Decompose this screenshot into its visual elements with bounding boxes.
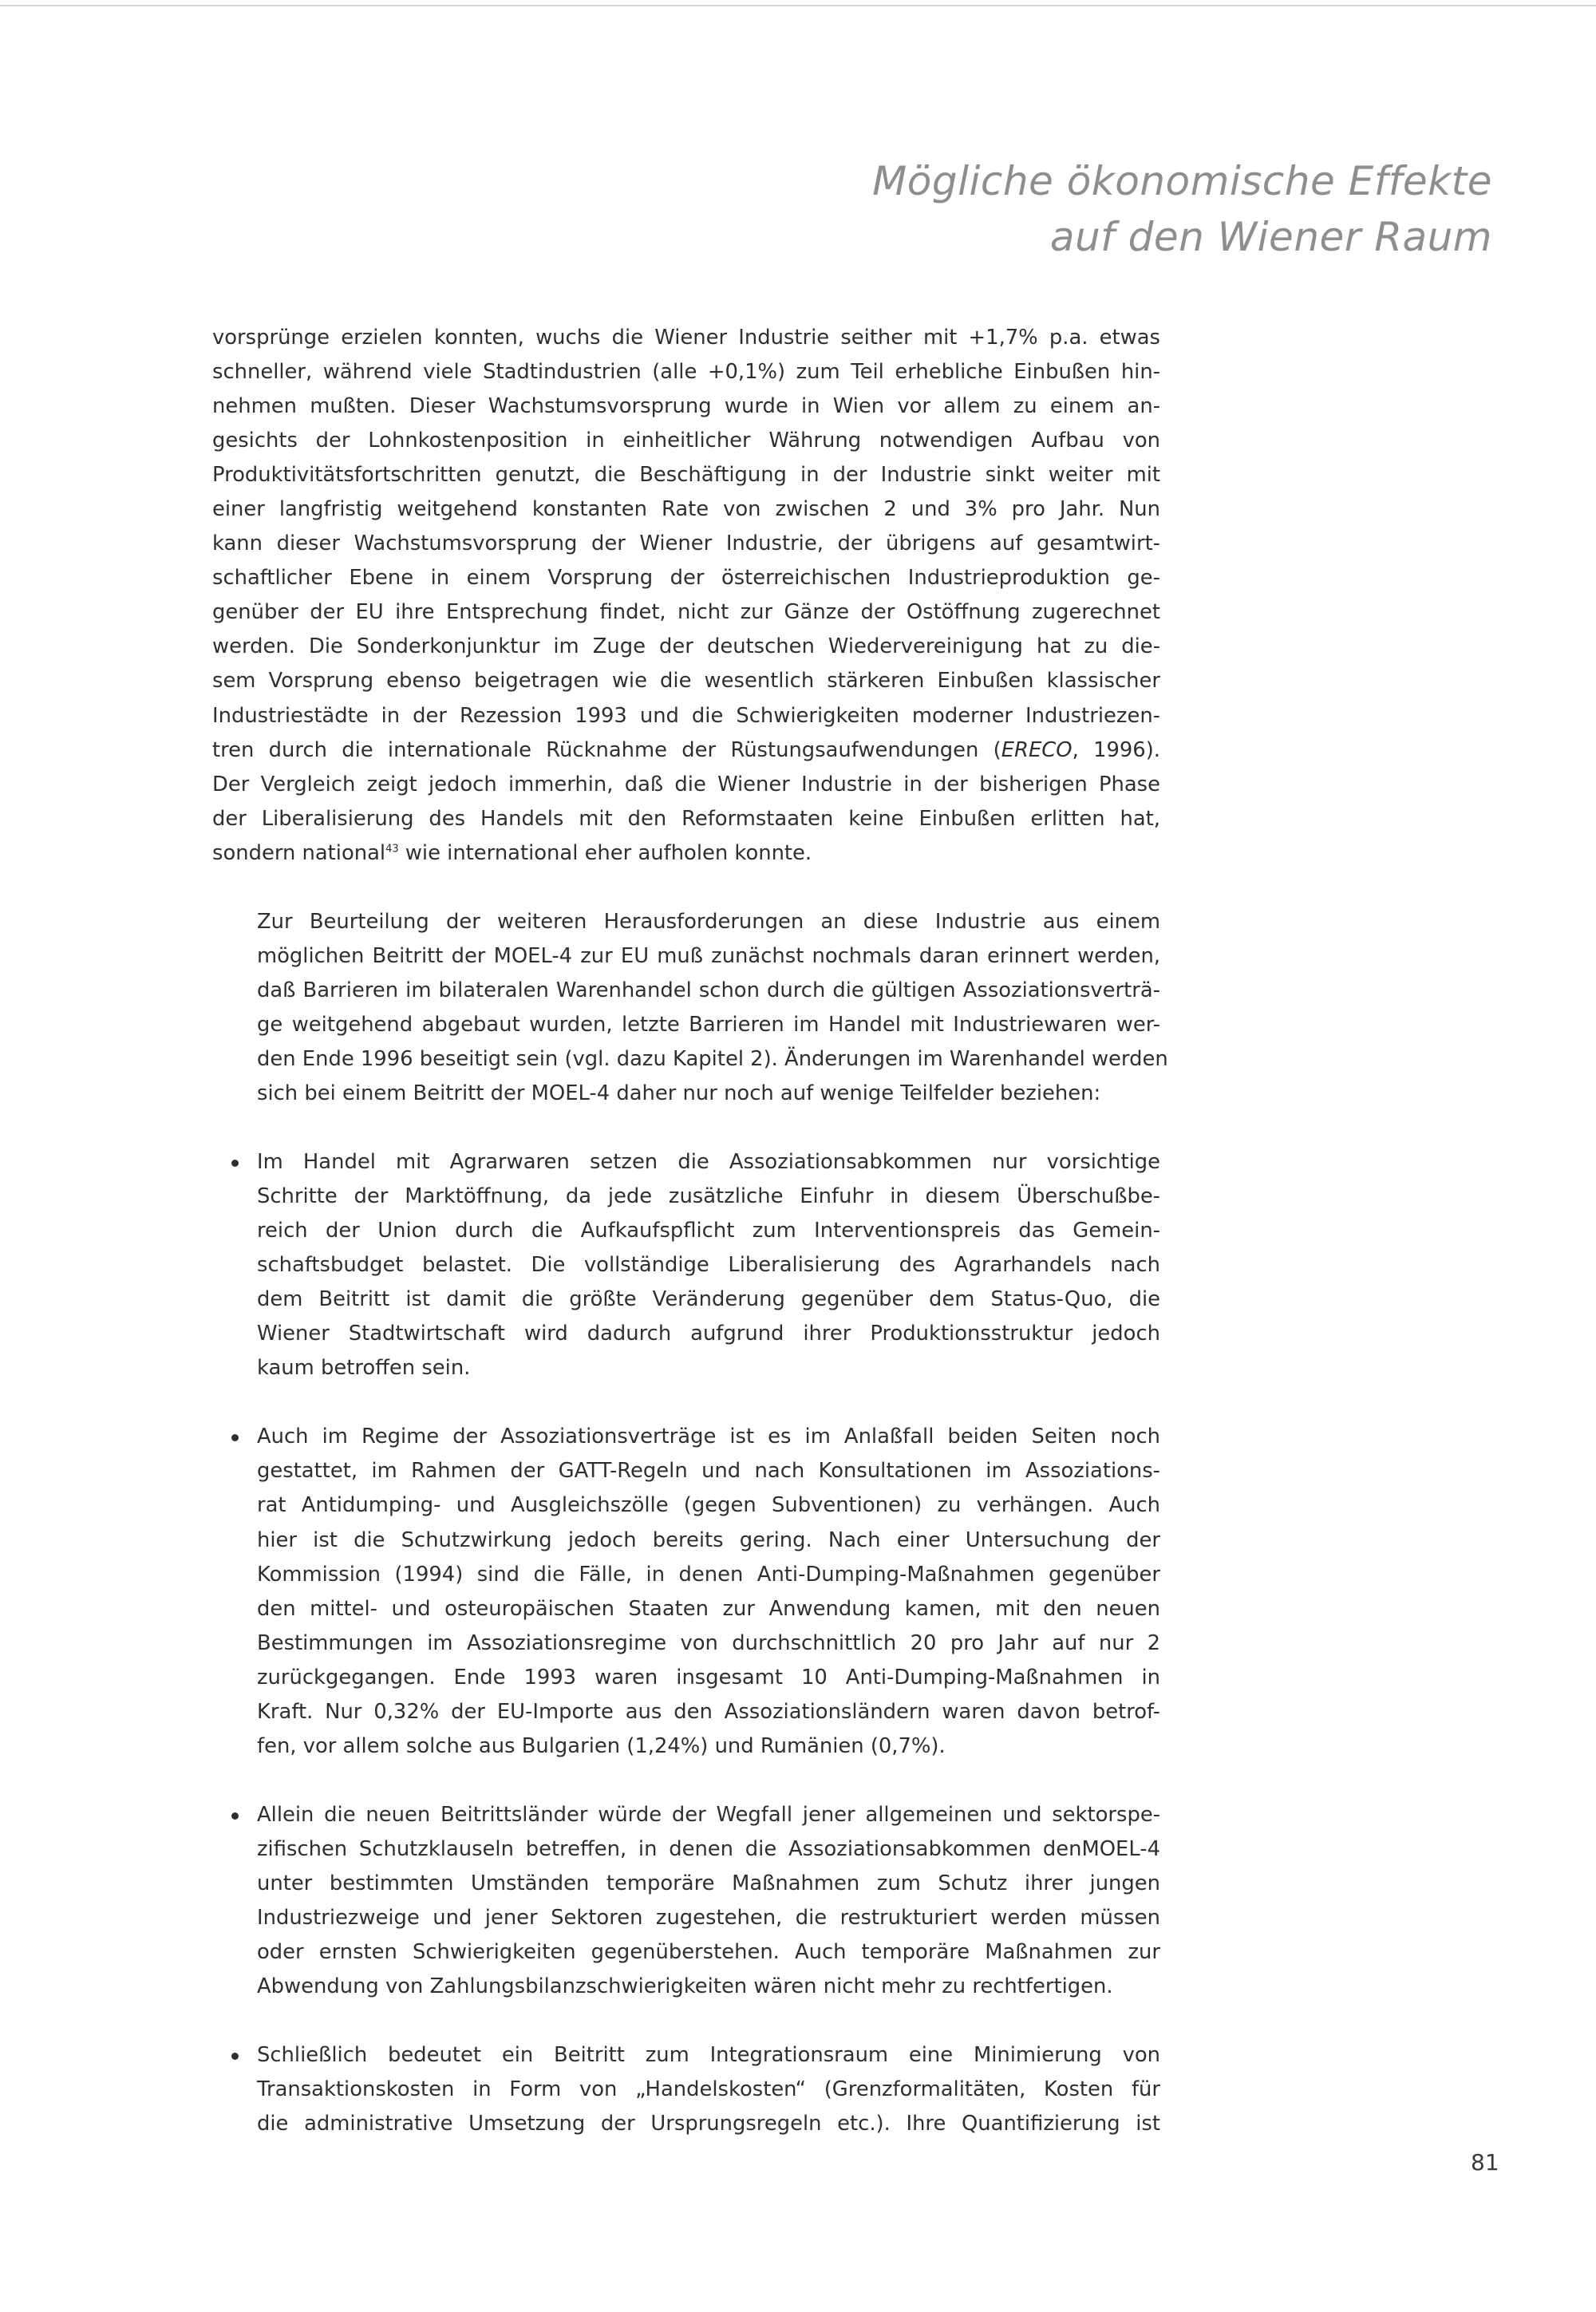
text-line: Industriezweige und jener Sektoren zugestehen, die restrukturiert werden müssen: [257, 1905, 1160, 1930]
bullet-item: [212, 2038, 1160, 2141]
text-line: schaftlicher Ebene in einem Vorsprung der österreichischen Industrieproduktion ge-: [212, 566, 1160, 591]
text-line: zurückgegangen. Ende 1993 waren insgesamt 10 Anti-Dumping-Maßnahmen in: [257, 1665, 1160, 1690]
text-line: daß Barrieren im bilateralen Warenhandel schon durch die gültigen Assoziationsverträ-: [257, 978, 1160, 1002]
bullet-item: [212, 1420, 1160, 1763]
bullet-item: [212, 1798, 1160, 2004]
bullet-dot-icon: [231, 1160, 239, 1167]
header-line-1: Mögliche ökonomische Effekte: [872, 158, 1492, 204]
text-line: schaftsbudget belastet. Die vollständige Liberalisierung des Agrarhandels nach: [257, 1253, 1160, 1278]
bullet-item: [212, 1145, 1160, 1385]
text-line: unter bestimmten Umständen temporäre Maßnahmen zum Schutz ihrer jungen: [257, 1871, 1160, 1895]
text-line: den Ende 1996 beseitigt sein (vgl. dazu Kapitel 2). Änderungen im Warenhandel werden: [257, 1046, 1168, 1071]
text-line: nehmen mußten. Dieser Wachstumsvorsprung wurde in Wien vor allem zu einem an-: [212, 394, 1160, 419]
bullet-dot-icon: [231, 1434, 239, 1441]
text-line: Im Handel mit Agrarwaren setzen die Assoziationsabkommen nur vorsichtige: [257, 1150, 1160, 1175]
text-line: Schließlich bedeutet ein Beitritt zum Integrationsraum eine Minimierung von: [257, 2043, 1160, 2068]
text-line: Zur Beurteilung der weiteren Herausforderungen an diese Industrie aus einem: [257, 909, 1160, 934]
text-line: Der Vergleich zeigt jedoch immerhin, daß die Wiener Industrie in der bisherigen Phase: [212, 772, 1160, 796]
text-line: sich bei einem Beitritt der MOEL-4 daher nur noch auf wenige Teilfelder beziehen:: [257, 1081, 1101, 1105]
text-line: Kraft. Nur 0,32% der EU-Importe aus den Assoziationsländern waren davon betrof-: [257, 1699, 1160, 1724]
text-line: den mittel- und osteuropäischen Staaten zur Anwendung kamen, mit den neuen: [257, 1596, 1160, 1621]
text-line: Bestimmungen im Assoziationsregime von durchschnittlich 20 pro Jahr auf nur 2: [257, 1630, 1160, 1655]
bullet-dot-icon: [231, 1812, 239, 1820]
text-line: kann dieser Wachstumsvorsprung der Wiener Industrie, der übrigens auf gesamtwirt-: [212, 532, 1160, 556]
text-line: Kommission (1994) sind die Fälle, in denen Anti-Dumping-Maßnahmen gegenüber: [257, 1562, 1160, 1587]
text-line: hier ist die Schutzwirkung jedoch bereits gering. Nach einer Untersuchung der: [257, 1528, 1160, 1552]
paragraph-1: [212, 321, 1160, 871]
text-line: Transaktionskosten in Form von „Handelskosten“ (Grenzformalitäten, Kosten für: [257, 2077, 1160, 2102]
text-line: einer langfristig weitgehend konstanten Rate von zwischen 2 und 3% pro Jahr. Nun: [212, 497, 1160, 522]
header-line-2: auf den Wiener Raum: [1049, 214, 1492, 260]
paragraph-2: [212, 905, 1168, 1111]
body-text: [212, 321, 1168, 2141]
bullet-dot-icon: [231, 2053, 239, 2060]
running-header: [872, 153, 1492, 265]
page-number: 81: [1471, 2149, 1499, 2176]
text-line: zifischen Schutzklauseln betreffen, in denen die Assoziationsabkommen denMOEL-4: [257, 1836, 1160, 1861]
text-line: Allein die neuen Beitrittsländer würde der Wegfall jener allgemeinen und sektorspe-: [257, 1802, 1160, 1827]
text-line: werden. Die Sonderkonjunktur im Zuge der deutschen Wiedervereinigung hat zu die-: [212, 634, 1160, 659]
text-line: Industriestädte in der Rezession 1993 und die Schwierigkeiten moderner Industriezen-: [212, 703, 1160, 728]
text-line: reich der Union durch die Aufkaufspflicht zum Interventionspreis das Gemein-: [257, 1219, 1160, 1243]
text-line: gesichts der Lohnkostenposition in einheitlicher Währung notwendigen Aufbau von: [212, 429, 1160, 453]
text-line: die administrative Umsetzung der Ursprungsregeln etc.). Ihre Quantifizierung ist: [257, 2112, 1160, 2136]
text-line: Wiener Stadtwirtschaft wird dadurch aufgrund ihrer Produktionsstruktur jedoch: [257, 1322, 1160, 1346]
text-line: kaum betroffen sein.: [257, 1356, 471, 1381]
text-line: rat Antidumping- und Ausgleichszölle (gegen Subventionen) zu verhängen. Auch: [257, 1493, 1160, 1518]
text-line: gestattet, im Rahmen der GATT-Regeln und nach Konsultationen im Assoziations-: [257, 1459, 1160, 1484]
text-line: Produktivitätsfortschritten genutzt, die Beschäftigung in der Industrie sinkt weiter mit: [212, 463, 1160, 488]
text-line: vorsprünge erzielen konnten, wuchs die Wiener Industrie seither mit +1,7% p.a. etwas: [212, 326, 1160, 350]
bullet-text: [257, 2038, 1160, 2141]
text-line: schneller, während viele Stadtindustrien (alle +0,1%) zum Teil erhebliche Einbußen hin-: [212, 360, 1160, 385]
text-line: dem Beitritt ist damit die größte Veränderung gegenüber dem Status-Quo, die: [257, 1287, 1160, 1312]
bullet-text: [257, 1798, 1160, 2004]
bullet-text: [257, 1420, 1160, 1763]
text-line: Abwendung von Zahlungsbilanzschwierigkeiten wären nicht mehr zu rechtfertigen.: [257, 1974, 1113, 1999]
text-line: sondern national$^{43}$ wie international eher aufholen konnte.: [212, 840, 812, 865]
text-line: Schritte der Marktöffnung, da jede zusätzliche Einfuhr in diesem Überschußbe-: [257, 1184, 1160, 1209]
text-line: sem Vorsprung ebenso beigetragen wie die wesentlich stärkeren Einbußen klassischer: [212, 669, 1160, 694]
text-line: tren durch die internationale Rücknahme der Rüstungsaufwendungen (ERECO, 1996).: [212, 737, 1160, 762]
text-line: Auch im Regime der Assoziationsverträge ist es im Anlaßfall beiden Seiten noch: [257, 1425, 1160, 1449]
bullet-text: [257, 1145, 1160, 1385]
text-line: ge weitgehend abgebaut wurden, letzte Barrieren im Handel mit Industriewaren wer-: [257, 1012, 1160, 1037]
text-line: genüber der EU ihre Entsprechung findet, nicht zur Gänze der Ostöffnung zugerechnet: [212, 600, 1160, 625]
text-line: der Liberalisierung des Handels mit den Reformstaaten keine Einbußen erlitten hat,: [212, 806, 1160, 831]
text-line: möglichen Beitritt der MOEL-4 zur EU muß zunächst nochmals daran erinnert werden,: [257, 943, 1160, 968]
text-line: fen, vor allem solche aus Bulgarien (1,24%) und Rumänien (0,7%).: [257, 1733, 946, 1758]
bullet-list: [212, 1145, 1160, 2141]
text-line: oder ernsten Schwierigkeiten gegenüberstehen. Auch temporäre Maßnahmen zur: [257, 1940, 1160, 1965]
top-rule: [0, 5, 1596, 6]
